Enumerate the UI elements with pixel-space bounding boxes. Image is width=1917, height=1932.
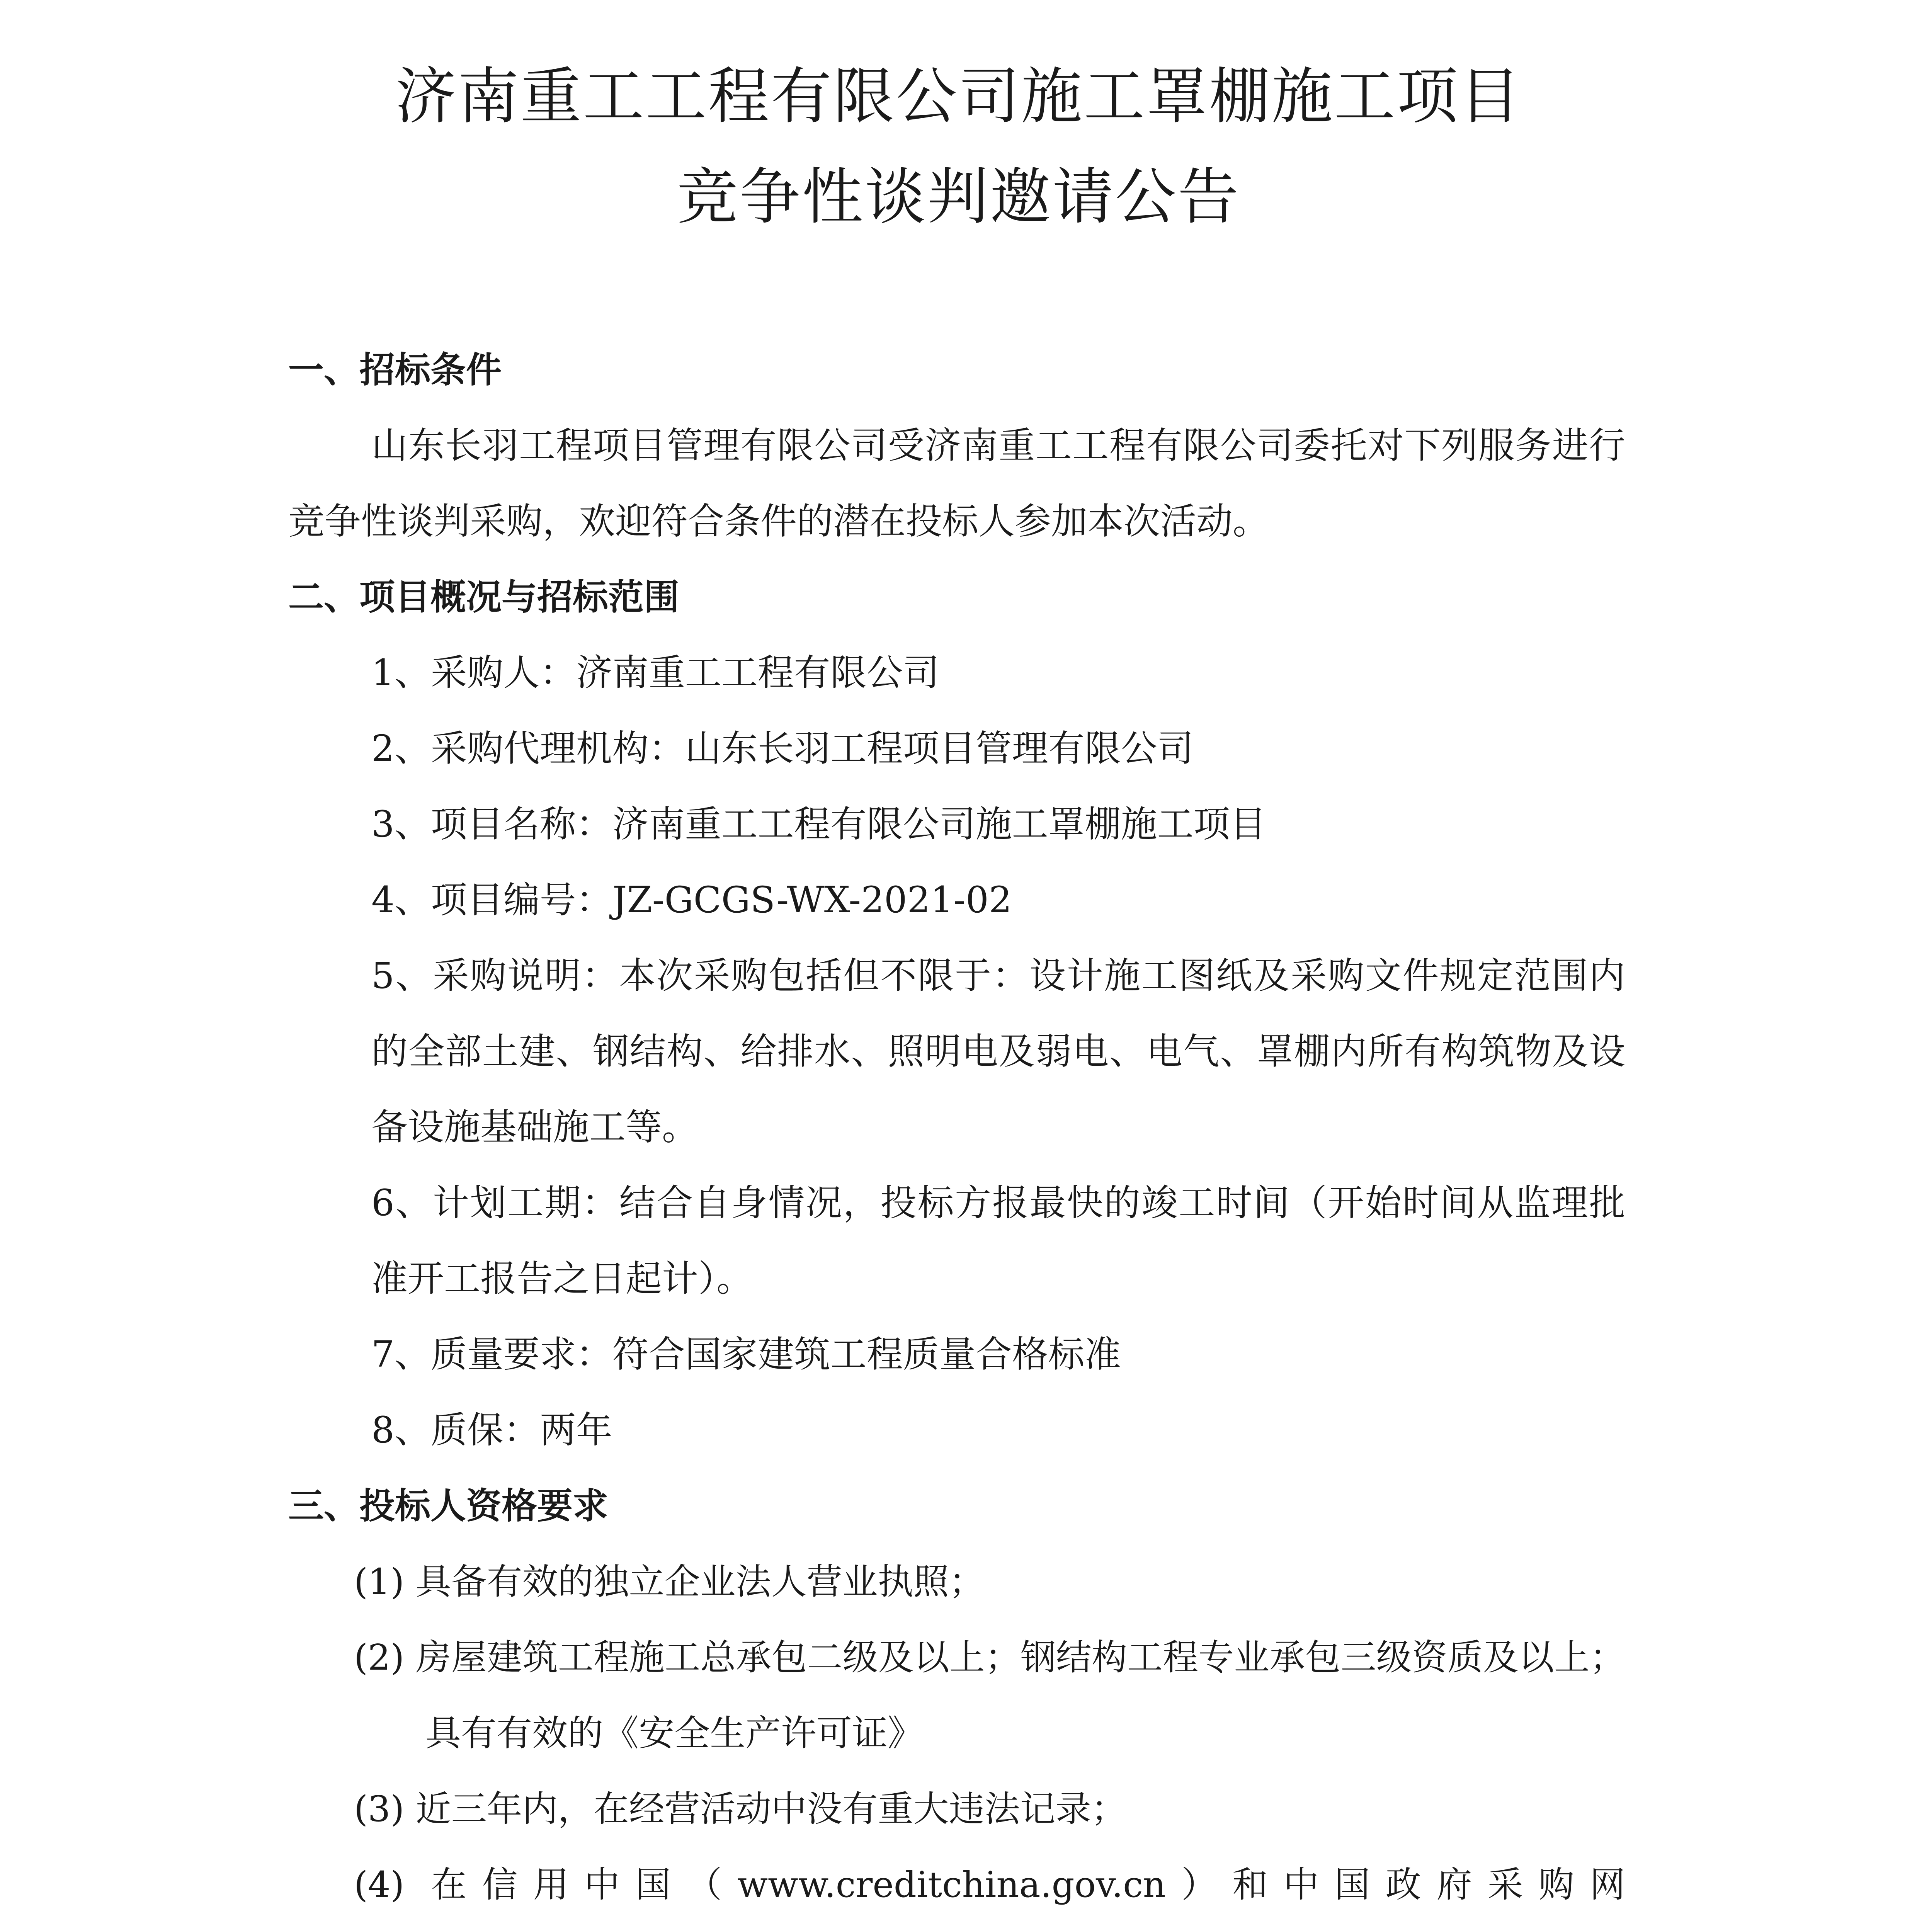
document-body <box>288 332 1625 1932</box>
section-1-paragraph: 山东长羽工程项目管理有限公司受济南重工工程有限公司委托对下列服务进行竞争性谈判采购，欢迎符合条件的潜在投标人参加本次活动。 <box>288 425 1625 543</box>
section-heading-2: 二、项目概况与招标范围 <box>288 577 680 618</box>
qualification-item-4: (4) 在信用中国（www.creditchina.gov.cn）和中国政府采购网 <box>354 1864 1625 1905</box>
qualification-item-1: (1) 具备有效的独立企业法人营业执照； <box>354 1561 985 1602</box>
qualification-item-2: (2) 房屋建筑工程施工总承包二级及以上；钢结构工程专业承包三级资质及以上；具有有效的《安全生产许可证》 <box>354 1637 1625 1754</box>
project-item-description: 5、采购说明：本次采购包括但不限于：设计施工图纸及采购文件规定范围内的全部土建、钢结构、给排水、照明电及弱电、电气、罩棚内所有构筑物及设备设施基础施工等。 <box>371 955 1625 1148</box>
document-title <box>0 46 1917 247</box>
project-item-name: 3、项目名称：济南重工工程有限公司施工罩棚施工项目 <box>371 803 1266 845</box>
project-item-quality: 7、质量要求：符合国家建筑工程质量合格标准 <box>371 1333 1121 1376</box>
project-item-agency: 2、采购代理机构：山东长羽工程项目管理有限公司 <box>371 728 1194 770</box>
section-heading-1: 一、招标条件 <box>288 349 502 391</box>
project-item-number: 4、项目编号：JZ-GCGS-WX-2021-02 <box>371 879 1012 921</box>
project-item-warranty: 8、质保：两年 <box>371 1409 612 1451</box>
title-line-2: 竞争性谈判邀请公告 <box>677 162 1240 233</box>
project-item-purchaser: 1、采购人：济南重工工程有限公司 <box>371 652 939 694</box>
section-heading-3: 三、投标人资格要求 <box>288 1485 609 1527</box>
project-item-schedule: 6、计划工期：结合自身情况，投标方报最快的竣工时间（开始时间从监理批准开工报告之日起计）。 <box>371 1182 1625 1300</box>
title-line-1: 济南重工工程有限公司施工罩棚施工项目 <box>395 61 1522 132</box>
qualification-item-3: (3) 近三年内，在经营活动中没有重大违法记录； <box>354 1788 1127 1830</box>
